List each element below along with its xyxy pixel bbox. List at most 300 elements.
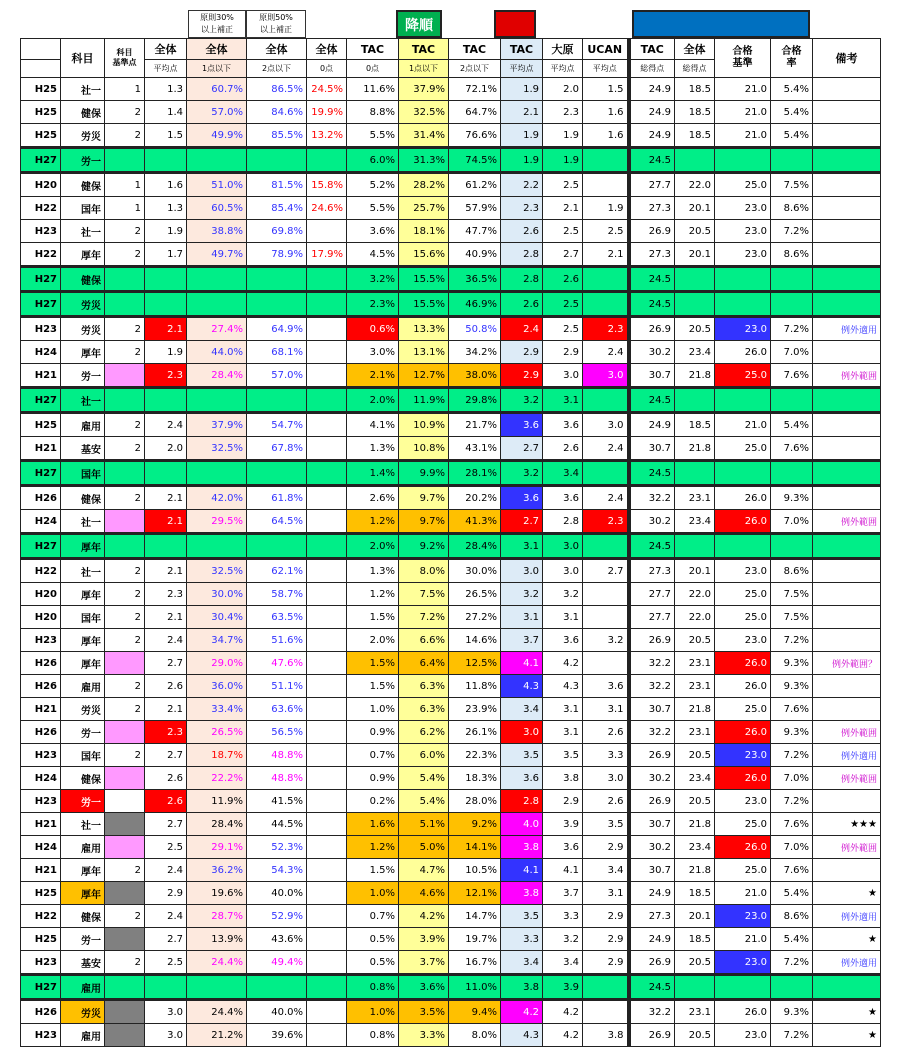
cell-overall-total: 20.5 (675, 951, 715, 975)
cell-ucan-average (583, 292, 629, 317)
cell-tac-total: 32.2 (629, 1000, 675, 1024)
cell-ohara-average: 4.2 (543, 1000, 583, 1024)
cell-tac-average: 3.4 (501, 698, 543, 721)
cell-tac-zero: 2.0% (347, 629, 399, 652)
cell-tac-2pt-or-less: 34.2% (449, 341, 501, 364)
cell-tac-average: 3.8 (501, 882, 543, 905)
cell-notes (813, 388, 881, 413)
cell-ucan-average: 2.4 (583, 437, 629, 461)
cell-tac-total: 24.9 (629, 78, 675, 101)
cell-ucan-average: 3.2 (583, 629, 629, 652)
table-row-h27 (21, 461, 881, 486)
cell-notes (813, 173, 881, 197)
subheader-cell: 総得点 (629, 60, 675, 78)
cell-subject: 国年 (61, 197, 105, 220)
cell-pass-line: 23.0 (715, 905, 771, 928)
cell-tac-average: 3.4 (501, 951, 543, 975)
cell-tac-1pt-or-less: 7.5% (399, 583, 449, 606)
cell-tac-1pt-or-less: 4.2% (399, 905, 449, 928)
cell-overall-average: 1.6 (145, 173, 187, 197)
cell-tac-2pt-or-less: 61.2% (449, 173, 501, 197)
cell-tac-average: 2.8 (501, 267, 543, 292)
cell-ucan-average: 3.6 (583, 675, 629, 698)
cell-year: H23 (21, 951, 61, 975)
cell-overall-total (675, 975, 715, 1000)
cell-ucan-average: 2.3 (583, 510, 629, 534)
cell-pass-line (715, 975, 771, 1000)
cell-tac-1pt-or-less: 9.2% (399, 534, 449, 559)
cell-overall-average: 2.3 (145, 583, 187, 606)
cell-tac-average: 3.5 (501, 744, 543, 767)
cell-pass-rate (771, 388, 813, 413)
cell-year: H25 (21, 413, 61, 437)
cell-pass-line: 23.0 (715, 1024, 771, 1047)
cell-overall-1pt-or-less: 24.4% (187, 951, 247, 975)
cell-overall-average: 2.7 (145, 928, 187, 951)
cell-ucan-average: 1.6 (583, 101, 629, 124)
cell-overall-zero (307, 905, 347, 928)
cell-ucan-average: 2.7 (583, 559, 629, 583)
cell-notes: 例外範囲 (813, 364, 881, 388)
cell-pass-rate: 7.2% (771, 317, 813, 341)
cell-ucan-average (583, 148, 629, 173)
table-row (21, 341, 881, 364)
cell-overall-average: 2.4 (145, 629, 187, 652)
cell-tac-1pt-or-less: 11.9% (399, 388, 449, 413)
cell-overall-2pt-or-less: 64.9% (247, 317, 307, 341)
cell-tac-total: 30.2 (629, 341, 675, 364)
cell-pass-rate (771, 267, 813, 292)
cell-year: H24 (21, 510, 61, 534)
table-row (21, 173, 881, 197)
cell-overall-total (675, 461, 715, 486)
cell-overall-1pt-or-less: 29.0% (187, 652, 247, 675)
cell-overall-2pt-or-less: 56.5% (247, 721, 307, 744)
cell-tac-zero: 6.0% (347, 148, 399, 173)
cell-notes (813, 698, 881, 721)
cell-year: H20 (21, 173, 61, 197)
cell-tac-1pt-or-less: 3.6% (399, 975, 449, 1000)
cell-pass-line: 25.0 (715, 583, 771, 606)
cell-overall-2pt-or-less: 62.1% (247, 559, 307, 583)
cell-ohara-average: 3.9 (543, 975, 583, 1000)
cell-base-point: 2 (105, 905, 145, 928)
cell-pass-rate: 7.2% (771, 629, 813, 652)
cell-overall-zero (307, 510, 347, 534)
cell-tac-zero: 1.4% (347, 461, 399, 486)
cell-pass-line: 26.0 (715, 652, 771, 675)
cell-overall-average: 2.1 (145, 606, 187, 629)
cell-pass-rate: 7.2% (771, 951, 813, 975)
cell-pass-line: 26.0 (715, 675, 771, 698)
header-group: TAC (399, 39, 449, 60)
cell-tac-zero: 1.3% (347, 437, 399, 461)
cell-ucan-average (583, 388, 629, 413)
cell-tac-average: 4.3 (501, 1024, 543, 1047)
cell-pass-rate: 9.3% (771, 1000, 813, 1024)
cell-tac-2pt-or-less: 43.1% (449, 437, 501, 461)
cell-year: H21 (21, 437, 61, 461)
cell-tac-average: 1.9 (501, 148, 543, 173)
cell-tac-average: 2.2 (501, 173, 543, 197)
cell-tac-total: 27.7 (629, 583, 675, 606)
cell-overall-average: 2.7 (145, 744, 187, 767)
cell-ohara-average: 2.0 (543, 78, 583, 101)
cell-tac-total: 27.7 (629, 173, 675, 197)
cell-overall-1pt-or-less: 29.5% (187, 510, 247, 534)
cell-ucan-average (583, 534, 629, 559)
cell-tac-average: 3.6 (501, 413, 543, 437)
cell-subject: 基安 (61, 951, 105, 975)
header-subject: 科目 (61, 39, 105, 78)
cell-year: H21 (21, 813, 61, 836)
cell-year: H25 (21, 101, 61, 124)
cell-tac-1pt-or-less: 4.7% (399, 859, 449, 882)
cell-overall-2pt-or-less (247, 388, 307, 413)
cell-tac-total: 24.9 (629, 413, 675, 437)
cell-tac-total: 27.7 (629, 606, 675, 629)
cell-notes: ★ (813, 928, 881, 951)
cell-subject: 国年 (61, 606, 105, 629)
table-row (21, 767, 881, 790)
cell-tac-1pt-or-less: 10.8% (399, 437, 449, 461)
cell-overall-1pt-or-less: 42.0% (187, 486, 247, 510)
cell-overall-2pt-or-less: 64.5% (247, 510, 307, 534)
cell-overall-1pt-or-less: 30.4% (187, 606, 247, 629)
cell-year: H23 (21, 317, 61, 341)
cell-pass-line (715, 388, 771, 413)
cell-year: H25 (21, 78, 61, 101)
cell-tac-total: 30.7 (629, 698, 675, 721)
cell-year: H20 (21, 583, 61, 606)
cell-subject: 雇用 (61, 975, 105, 1000)
cell-overall-zero (307, 698, 347, 721)
cell-ohara-average: 2.1 (543, 197, 583, 220)
cell-notes (813, 675, 881, 698)
cell-tac-total: 30.2 (629, 510, 675, 534)
cell-overall-1pt-or-less: 38.8% (187, 220, 247, 243)
cell-ohara-average: 2.9 (543, 790, 583, 813)
cell-notes (813, 243, 881, 267)
cell-pass-rate: 7.0% (771, 341, 813, 364)
cell-ucan-average (583, 652, 629, 675)
cell-overall-2pt-or-less: 81.5% (247, 173, 307, 197)
cell-tac-total: 30.7 (629, 859, 675, 882)
cell-subject: 厚年 (61, 243, 105, 267)
cell-tac-2pt-or-less: 19.7% (449, 928, 501, 951)
cell-tac-total: 30.7 (629, 364, 675, 388)
cell-tac-zero: 0.6% (347, 317, 399, 341)
cell-overall-1pt-or-less: 49.7% (187, 243, 247, 267)
cell-tac-average: 3.0 (501, 559, 543, 583)
cell-tac-2pt-or-less: 30.0% (449, 559, 501, 583)
table-row (21, 220, 881, 243)
note-30pct: 原則30% 以上補正 (188, 10, 246, 38)
cell-year: H26 (21, 675, 61, 698)
cell-overall-zero (307, 437, 347, 461)
cell-tac-1pt-or-less: 9.9% (399, 461, 449, 486)
cell-notes (813, 975, 881, 1000)
cell-overall-total: 23.4 (675, 767, 715, 790)
cell-year: H24 (21, 767, 61, 790)
cell-ohara-average: 4.2 (543, 1024, 583, 1047)
cell-overall-zero (307, 629, 347, 652)
cell-overall-1pt-or-less (187, 148, 247, 173)
cell-overall-1pt-or-less: 22.2% (187, 767, 247, 790)
cell-tac-zero: 1.5% (347, 859, 399, 882)
cell-subject: 雇用 (61, 675, 105, 698)
header-base-point: 科目 基準点 (105, 39, 145, 78)
sort-key-marker (494, 10, 536, 38)
cell-tac-1pt-or-less: 15.6% (399, 243, 449, 267)
cell-overall-zero (307, 721, 347, 744)
cell-overall-average: 1.3 (145, 78, 187, 101)
cell-ohara-average: 2.5 (543, 220, 583, 243)
cell-tac-1pt-or-less: 28.2% (399, 173, 449, 197)
cell-tac-average: 2.8 (501, 243, 543, 267)
cell-year: H27 (21, 267, 61, 292)
cell-overall-1pt-or-less (187, 267, 247, 292)
cell-tac-2pt-or-less: 28.0% (449, 790, 501, 813)
cell-tac-zero: 1.5% (347, 675, 399, 698)
cell-tac-average: 4.1 (501, 652, 543, 675)
cell-overall-zero (307, 836, 347, 859)
cell-pass-line: 26.0 (715, 341, 771, 364)
cell-notes (813, 292, 881, 317)
cell-tac-average: 2.1 (501, 101, 543, 124)
cell-overall-2pt-or-less: 48.8% (247, 744, 307, 767)
cell-overall-total (675, 292, 715, 317)
cell-overall-zero (307, 928, 347, 951)
cell-ohara-average: 2.5 (543, 173, 583, 197)
cell-overall-2pt-or-less: 85.4% (247, 197, 307, 220)
cell-ohara-average: 2.8 (543, 510, 583, 534)
cell-ohara-average: 3.2 (543, 583, 583, 606)
header-group: 大原 (543, 39, 583, 60)
cell-ucan-average: 3.8 (583, 1024, 629, 1047)
cell-pass-rate: 7.0% (771, 767, 813, 790)
cell-overall-2pt-or-less: 54.7% (247, 413, 307, 437)
cell-tac-zero: 2.3% (347, 292, 399, 317)
subheader-cell: 平均点 (501, 60, 543, 78)
cell-tac-1pt-or-less: 7.2% (399, 606, 449, 629)
cell-overall-1pt-or-less: 19.6% (187, 882, 247, 905)
cell-base-point (105, 292, 145, 317)
cell-tac-2pt-or-less: 27.2% (449, 606, 501, 629)
cell-pass-rate: 8.6% (771, 905, 813, 928)
cell-tac-2pt-or-less: 22.3% (449, 744, 501, 767)
cell-base-point (105, 267, 145, 292)
cell-tac-zero: 1.2% (347, 510, 399, 534)
cell-tac-zero: 0.2% (347, 790, 399, 813)
cell-pass-rate: 8.6% (771, 243, 813, 267)
cell-tac-average: 3.7 (501, 629, 543, 652)
cell-pass-rate (771, 534, 813, 559)
cell-overall-zero: 24.5% (307, 78, 347, 101)
subheader-cell: 総得点 (675, 60, 715, 78)
cell-tac-2pt-or-less: 12.1% (449, 882, 501, 905)
cell-overall-average (145, 388, 187, 413)
cell-tac-total: 27.3 (629, 559, 675, 583)
header-notes: 備考 (813, 39, 881, 78)
cell-tac-2pt-or-less: 12.5% (449, 652, 501, 675)
cell-tac-2pt-or-less: 18.3% (449, 767, 501, 790)
cell-overall-average: 2.3 (145, 721, 187, 744)
cell-overall-1pt-or-less: 32.5% (187, 559, 247, 583)
cell-base-point: 2 (105, 101, 145, 124)
cell-pass-line: 26.0 (715, 767, 771, 790)
table-row (21, 364, 881, 388)
cell-year: H24 (21, 836, 61, 859)
cell-overall-2pt-or-less (247, 267, 307, 292)
cell-tac-1pt-or-less: 6.0% (399, 744, 449, 767)
subheader-cell: 平均点 (583, 60, 629, 78)
cell-overall-total: 18.5 (675, 928, 715, 951)
cell-subject: 雇用 (61, 413, 105, 437)
cell-tac-total: 24.5 (629, 975, 675, 1000)
cell-tac-total: 24.5 (629, 292, 675, 317)
cell-overall-zero: 24.6% (307, 197, 347, 220)
cell-overall-total (675, 388, 715, 413)
cell-pass-line: 23.0 (715, 790, 771, 813)
cell-tac-zero: 2.1% (347, 364, 399, 388)
cell-notes: 例外適用 (813, 317, 881, 341)
cell-tac-average: 2.8 (501, 790, 543, 813)
cell-ucan-average: 2.4 (583, 486, 629, 510)
table-row (21, 197, 881, 220)
header-group: 全体 (307, 39, 347, 60)
cell-tac-average: 3.5 (501, 905, 543, 928)
table-row (21, 124, 881, 148)
cell-base-point (105, 461, 145, 486)
subheader-cell: 0点 (347, 60, 399, 78)
cell-ucan-average: 2.9 (583, 951, 629, 975)
cell-overall-average: 2.1 (145, 698, 187, 721)
cell-pass-rate: 8.6% (771, 559, 813, 583)
cell-tac-average: 3.2 (501, 583, 543, 606)
cell-notes (813, 559, 881, 583)
cell-overall-total: 23.4 (675, 510, 715, 534)
cell-pass-line: 25.0 (715, 437, 771, 461)
cell-overall-2pt-or-less: 54.3% (247, 859, 307, 882)
cell-tac-1pt-or-less: 37.9% (399, 78, 449, 101)
cell-tac-total: 26.9 (629, 220, 675, 243)
cell-tac-zero: 4.5% (347, 243, 399, 267)
cell-tac-total: 32.2 (629, 721, 675, 744)
cell-overall-2pt-or-less: 78.9% (247, 243, 307, 267)
cell-tac-average: 2.7 (501, 437, 543, 461)
cell-base-point (105, 652, 145, 675)
cell-pass-rate: 7.2% (771, 1024, 813, 1047)
cell-base-point (105, 790, 145, 813)
cell-overall-1pt-or-less: 60.7% (187, 78, 247, 101)
cell-ucan-average: 2.1 (583, 243, 629, 267)
cell-pass-rate: 5.4% (771, 78, 813, 101)
table-row (21, 905, 881, 928)
subheader-cell: 1点以下 (187, 60, 247, 78)
cell-base-point (105, 510, 145, 534)
cell-tac-2pt-or-less: 72.1% (449, 78, 501, 101)
cell-base-point (105, 1000, 145, 1024)
cell-pass-line: 23.0 (715, 220, 771, 243)
cell-tac-zero: 1.2% (347, 836, 399, 859)
cell-overall-average: 1.3 (145, 197, 187, 220)
cell-tac-1pt-or-less: 3.3% (399, 1024, 449, 1047)
cell-notes: 例外適用 (813, 951, 881, 975)
cell-overall-zero (307, 364, 347, 388)
cell-pass-line: 21.0 (715, 882, 771, 905)
cell-overall-total: 20.5 (675, 1024, 715, 1047)
cell-ucan-average: 3.3 (583, 744, 629, 767)
cell-year: H22 (21, 559, 61, 583)
cell-subject: 労一 (61, 364, 105, 388)
cell-overall-total: 18.5 (675, 882, 715, 905)
cell-tac-1pt-or-less: 5.0% (399, 836, 449, 859)
cell-overall-average: 2.6 (145, 767, 187, 790)
table-row (21, 583, 881, 606)
cell-ohara-average: 2.6 (543, 437, 583, 461)
cell-subject: 厚年 (61, 882, 105, 905)
table-row (21, 951, 881, 975)
cell-ohara-average: 3.6 (543, 836, 583, 859)
cell-overall-total: 18.5 (675, 124, 715, 148)
cell-tac-average: 3.1 (501, 606, 543, 629)
cell-base-point: 2 (105, 559, 145, 583)
cell-overall-total: 20.5 (675, 220, 715, 243)
cell-tac-total: 24.5 (629, 534, 675, 559)
cell-tac-2pt-or-less: 64.7% (449, 101, 501, 124)
cell-overall-1pt-or-less (187, 388, 247, 413)
cell-base-point: 2 (105, 486, 145, 510)
cell-notes (813, 437, 881, 461)
cell-subject: 労災 (61, 317, 105, 341)
cell-ucan-average: 2.3 (583, 317, 629, 341)
cell-pass-line: 25.0 (715, 606, 771, 629)
cell-ucan-average: 3.1 (583, 698, 629, 721)
cell-pass-line: 21.0 (715, 928, 771, 951)
cell-overall-1pt-or-less (187, 461, 247, 486)
cell-overall-total: 20.5 (675, 790, 715, 813)
cell-notes: ★ (813, 882, 881, 905)
table-row (21, 606, 881, 629)
subheader-cell: 0点 (307, 60, 347, 78)
cell-overall-average: 2.1 (145, 559, 187, 583)
cell-ucan-average (583, 461, 629, 486)
cell-subject: 厚年 (61, 859, 105, 882)
cell-overall-zero (307, 461, 347, 486)
cell-year: H21 (21, 859, 61, 882)
cell-overall-total: 23.1 (675, 721, 715, 744)
cell-tac-average: 2.4 (501, 317, 543, 341)
cell-overall-2pt-or-less: 52.9% (247, 905, 307, 928)
cell-base-point (105, 1024, 145, 1047)
cell-pass-rate (771, 975, 813, 1000)
cell-tac-average: 1.9 (501, 124, 543, 148)
cell-tac-2pt-or-less: 11.0% (449, 975, 501, 1000)
cell-overall-2pt-or-less: 68.1% (247, 341, 307, 364)
cell-ucan-average: 3.0 (583, 413, 629, 437)
cell-overall-zero (307, 559, 347, 583)
cell-overall-1pt-or-less: 60.5% (187, 197, 247, 220)
cell-pass-line: 21.0 (715, 124, 771, 148)
cell-overall-average: 1.9 (145, 341, 187, 364)
cell-subject: 健保 (61, 486, 105, 510)
cell-ucan-average (583, 267, 629, 292)
cell-overall-zero (307, 1024, 347, 1047)
cell-pass-line: 23.0 (715, 629, 771, 652)
cell-overall-zero (307, 813, 347, 836)
cell-pass-line: 25.0 (715, 364, 771, 388)
